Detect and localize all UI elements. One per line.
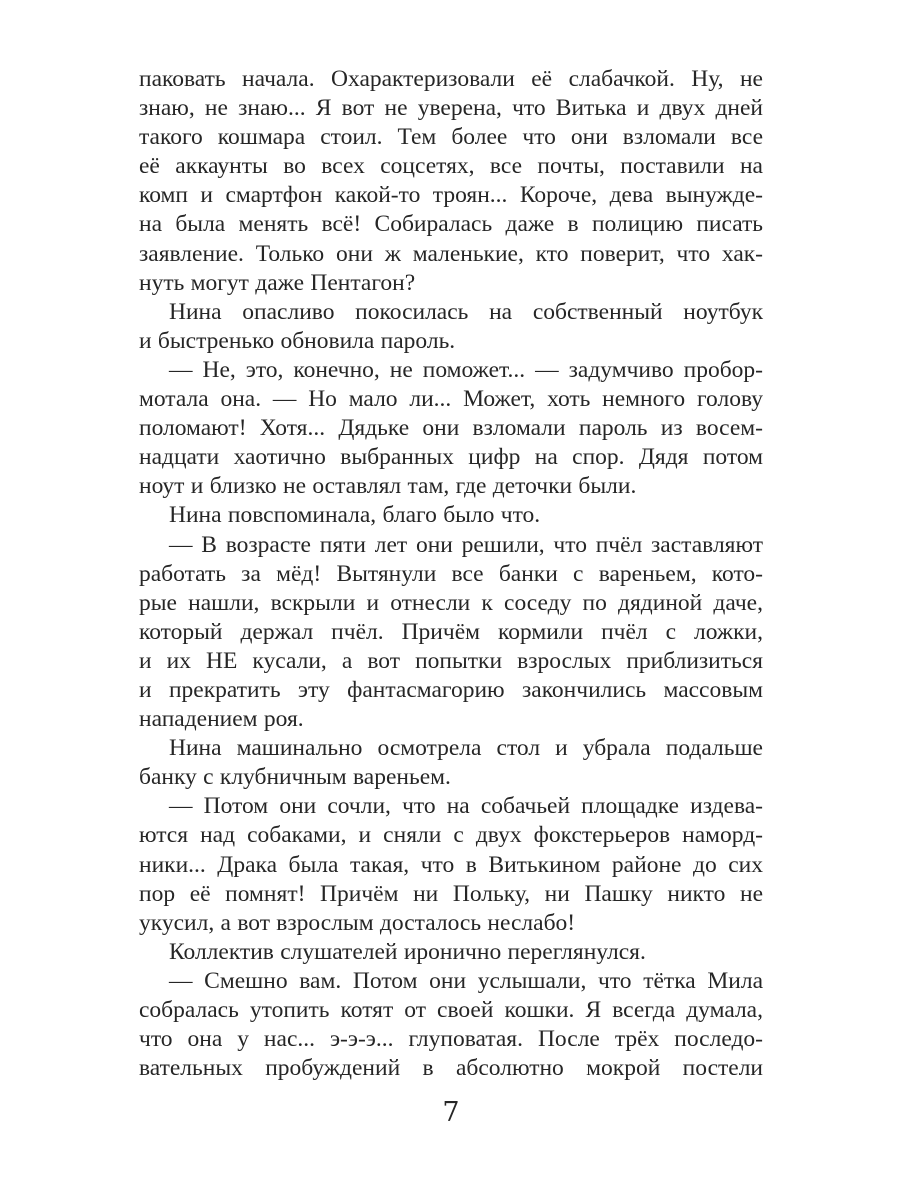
paragraph — [139, 531, 763, 735]
text-line: ники... Драка была такая, что в Витькином районе до сих — [139, 851, 763, 878]
paragraph — [139, 967, 763, 1083]
text-line: Нина машинально осмотрела стол и убрала подальше — [169, 735, 763, 762]
text-line: банку с клубничным вареньем. — [139, 764, 451, 791]
text-line: паковать начала. Охарактеризовали её слабачкой. Ну, не — [139, 66, 763, 92]
paragraph — [139, 298, 763, 356]
text-line: — Потом они сочли, что на собачьей площадке издева- — [169, 793, 763, 820]
text-line: комп и смартфон какой-то троян... Короче, дева вынужде- — [139, 182, 763, 209]
paragraph — [139, 938, 763, 967]
text-line: Коллектив слушателей иронично переглянулся. — [169, 938, 646, 965]
paragraph — [139, 734, 763, 792]
paragraph — [139, 792, 763, 937]
text-line: такого кошмара стоил. Тем более что они взломали все — [139, 124, 763, 151]
text-line: работать за мёд! Вытянули все банки с вареньем, кото- — [139, 560, 763, 587]
text-line: — Смешно вам. Потом они услышали, что тётка Мила — [169, 967, 763, 994]
text-line: заявление. Только они ж маленькие, кто поверит, что хак- — [139, 240, 763, 267]
text-column — [139, 65, 763, 1083]
text-line: укусил, а вот взрослым досталось неслабо! — [139, 909, 576, 936]
text-line: ются над собаками, и сняли с двух фокстерьеров наморд- — [139, 822, 763, 849]
text-line: Нина повспоминала, благо было что. — [169, 502, 541, 529]
text-line: нападением роя. — [139, 706, 304, 733]
text-line: собралась утопить котят от своей кошки. Я всегда думала, — [139, 997, 763, 1023]
paragraph — [139, 356, 763, 501]
text-line: Нина опасливо покосилась на собственный ноутбук — [169, 298, 763, 325]
text-line: мотала она. — Но мало ли... Может, хоть немного голову — [139, 386, 763, 413]
text-line: надцати хаотично выбранных цифр на спор. Дядя потом — [139, 444, 763, 471]
text-line: на была менять всё! Собиралась даже в полицию писать — [139, 211, 763, 238]
text-line: — Не, это, конечно, не поможет... — задумчиво пробор- — [169, 356, 763, 383]
paragraph — [139, 501, 763, 530]
text-line: вательных пробуждений в абсолютно мокрой постели — [139, 1055, 763, 1082]
text-line: её аккаунты во всех соцсетях, все почты, поставили на — [139, 153, 763, 180]
text-line: что она у нас... э-э-э... глуповатая. После трёх последо- — [139, 1026, 763, 1053]
text-line: и быстренько обновила пароль. — [139, 327, 456, 354]
page-number: 7 — [442, 1097, 460, 1128]
text-line: который держал пчёл. Причём кормили пчёл с ложки, — [139, 618, 763, 645]
text-line: ноут и близко не оставлял там, где деточки были. — [139, 473, 637, 500]
text-line: и их НЕ кусали, а вот попытки взрослых приблизиться — [139, 647, 763, 674]
text-line: поломают! Хотя... Дядьке они взломали пароль из восем- — [139, 415, 763, 442]
text-line: рые нашли, вскрыли и отнесли к соседу по дядиной даче, — [139, 589, 763, 616]
text-line: — В возрасте пяти лет они решили, что пчёл заставляют — [169, 531, 763, 558]
text-line: нуть могут даже Пентагон? — [139, 269, 416, 296]
text-line: и прекратить эту фантасмагорию закончились массовым — [139, 676, 763, 703]
text-line: знаю, не знаю... Я вот не уверена, что Витька и двух дней — [139, 95, 763, 122]
paragraph — [139, 65, 763, 298]
text-line: пор её помнят! Причём ни Польку, ни Пашку никто не — [139, 880, 763, 907]
